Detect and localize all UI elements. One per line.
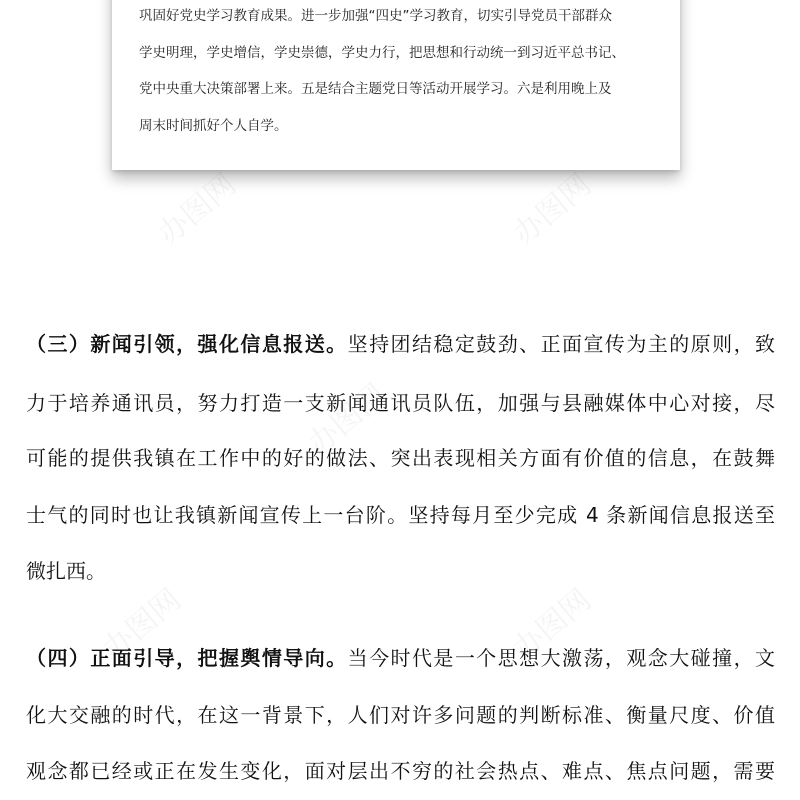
paragraph-line: 化大交融的时代，在这一背景下，人们对许多问题的判断标准、衡量尺度、价值 bbox=[26, 703, 775, 727]
section-heading: （三）新闻引领，强化信息报送。 bbox=[26, 332, 348, 356]
paragraph-line: 观念都已经或正在发生变化，面对层出不穷的社会热点、难点、焦点问题，需要 bbox=[26, 759, 775, 783]
paragraph-line: 力于培养通讯员，努力打造一支新闻通讯员队伍，加强与县融媒体中心对接，尽 bbox=[26, 391, 775, 415]
card-text-line: 周末时间抓好个人自学。 bbox=[139, 118, 288, 134]
paragraph-line: 微扎西。 bbox=[26, 559, 106, 583]
section-first-line bbox=[26, 648, 775, 668]
watermark bbox=[501, 161, 598, 253]
paragraph-text: 坚持团结稳定鼓劲、正面宣传为主的原则，致 bbox=[347, 332, 776, 356]
paragraph-text: 当今时代是一个思想大激荡，观念大碰撞，文 bbox=[347, 646, 776, 670]
card-text-line: 党中央重大决策部署上来。五是结合主题党日等活动开展学习。六是利用晚上及 bbox=[139, 81, 612, 97]
summary-card bbox=[112, 0, 680, 170]
watermark bbox=[146, 161, 243, 253]
card-text-line: 巩固好党史学习教育成果。进一步加强“四史”学习教育，切实引导党员干部群众 bbox=[139, 8, 612, 24]
card-text-line: 学史明理，学史增信，学史崇德，学史力行，把思想和行动统一到习近平总书记、 bbox=[139, 45, 625, 61]
paragraph-line: 士气的同时也让我镇新闻宣传上一台阶。坚持每月至少完成 4 条新闻信息报送至 bbox=[26, 503, 775, 527]
section-heading: （四）正面引导，把握舆情导向。 bbox=[26, 646, 348, 670]
paragraph-line: 可能的提供我镇在工作中的好的做法、突出表现相关方面有价值的信息，在鼓舞 bbox=[26, 446, 775, 470]
section-first-line bbox=[26, 334, 775, 354]
